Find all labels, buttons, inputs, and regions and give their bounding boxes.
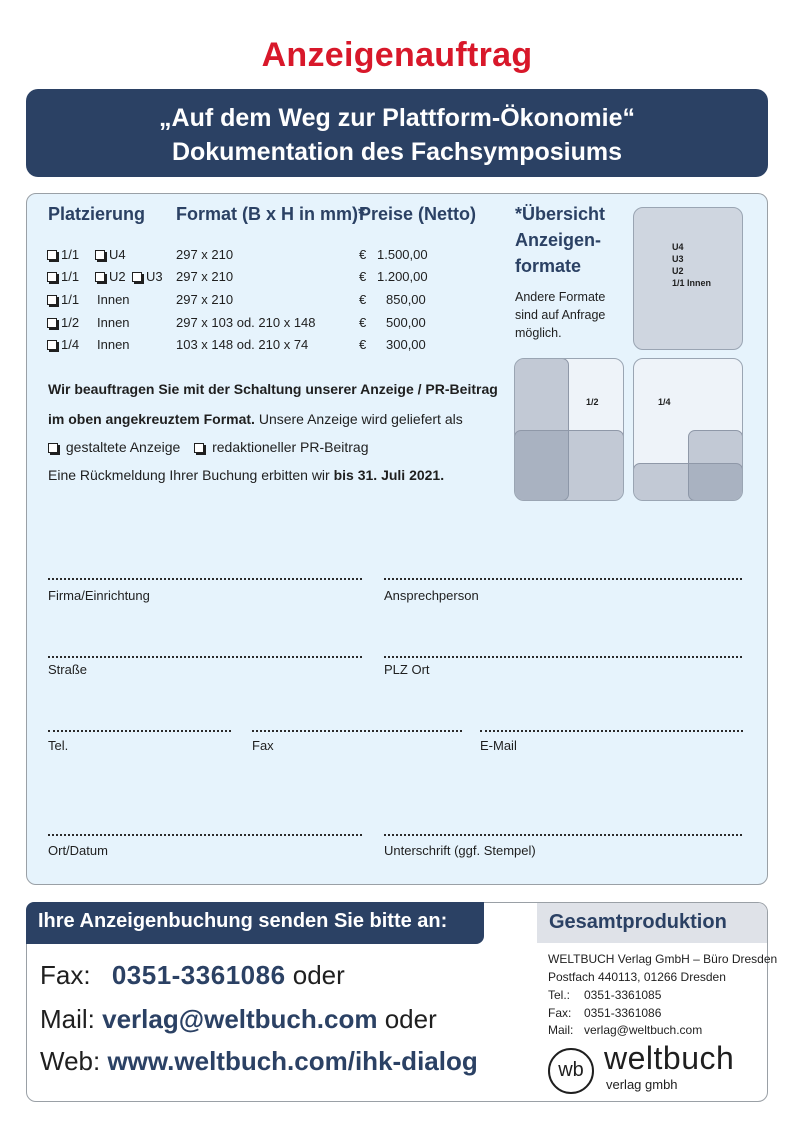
page-title: Anzeigenauftrag <box>261 36 533 74</box>
email-field[interactable] <box>480 730 743 732</box>
overview-heading-line: formate <box>515 256 582 276</box>
deadline-text: Eine Rückmeldung Ihrer Buchung erbitten wir <box>48 467 334 483</box>
row-currency: € <box>359 315 367 330</box>
fax-label: Fax: <box>548 1006 572 1020</box>
place-date-label: Ort/Datum <box>48 843 108 858</box>
row-currency: € <box>359 247 367 262</box>
order-text-line-1 <box>48 381 498 397</box>
quarter-horizontal-area <box>633 463 743 501</box>
overview-note <box>515 288 605 342</box>
row-format: 297 x 210 <box>176 292 234 307</box>
order-deadline <box>48 467 444 483</box>
checkbox-u2[interactable] <box>95 272 105 282</box>
mail-address: verlag@weltbuch.com <box>584 1023 703 1037</box>
checkbox-1-4-innen[interactable] <box>47 340 57 350</box>
or-text: oder <box>384 1004 437 1034</box>
send-heading: Ihre Anzeigenbuchung senden Sie bitte an: <box>26 902 484 944</box>
row-size: 1/2 <box>61 315 80 330</box>
row-position: U3 <box>146 269 163 284</box>
header-price: Preise (Netto) <box>359 204 477 224</box>
overview-heading-line: Anzeigen- <box>515 230 602 250</box>
row-format: 297 x 210 <box>176 247 234 262</box>
table-row <box>47 269 447 289</box>
row-currency: € <box>359 337 367 352</box>
delivery-options <box>48 439 369 455</box>
row-size: 1/1 <box>61 269 80 284</box>
logo-name: weltbuch <box>604 1040 735 1076</box>
company-label: Firma/Einrichtung <box>48 588 150 603</box>
fax-label: Fax: <box>40 960 91 990</box>
fax-label: Fax <box>252 738 274 753</box>
row-position: Innen <box>97 315 130 330</box>
event-banner <box>26 89 768 177</box>
banner-line-1: „Auf dem Weg zur Plattform-Ökonomie“ <box>159 104 635 132</box>
fax-number[interactable]: 0351-3361086 <box>111 960 286 990</box>
row-price: 1.200,00 <box>377 269 428 284</box>
order-text-bold: im oben angekreuztem Format. <box>48 411 255 427</box>
checkbox-u3[interactable] <box>132 272 142 282</box>
checkbox-pr-article[interactable] <box>194 443 204 453</box>
option-pr-article: redaktioneller PR-Beitrag <box>212 439 369 455</box>
row-position: Innen <box>97 337 130 352</box>
signature-field[interactable] <box>384 834 742 836</box>
row-currency: € <box>359 269 367 284</box>
web-link[interactable]: www.weltbuch.com/ihk-dialog <box>107 1046 478 1076</box>
place-date-field[interactable] <box>48 834 362 836</box>
row-position: Innen <box>97 292 130 307</box>
company-field[interactable] <box>48 578 362 580</box>
checkbox-u4[interactable] <box>95 250 105 260</box>
checkbox-1-1-u4[interactable] <box>47 250 57 260</box>
checkbox-1-1-innen[interactable] <box>47 295 57 305</box>
row-price: 1.500,00 <box>377 247 428 262</box>
mail-label: Mail: <box>40 1004 95 1034</box>
table-row <box>47 337 447 357</box>
contact-person-field[interactable] <box>384 578 742 580</box>
order-text-rest: Unsere Anzeige wird geliefert als <box>254 411 463 427</box>
table-row <box>47 292 447 312</box>
overview-heading-line: *Übersicht <box>515 204 606 224</box>
checkbox-1-1-u2-u3[interactable] <box>47 272 57 282</box>
or-text: oder <box>292 960 345 990</box>
format-label: U3 <box>672 254 684 264</box>
overview-heading <box>515 201 605 279</box>
half-horizontal-area <box>514 430 624 501</box>
format-label: U4 <box>672 242 684 252</box>
format-label: 1/4 <box>658 397 671 407</box>
signature-label: Unterschrift (ggf. Stempel) <box>384 843 536 858</box>
format-quarter-page <box>633 358 743 501</box>
row-format: 297 x 103 od. 210 x 148 <box>176 315 316 330</box>
format-half-page <box>514 358 624 501</box>
header-placement: Platzierung <box>48 204 146 224</box>
zip-city-label: PLZ Ort <box>384 662 430 677</box>
send-web <box>40 1046 478 1077</box>
overview-note-line: sind auf Anfrage <box>515 308 606 322</box>
checkbox-designed-ad[interactable] <box>48 443 58 453</box>
production-heading: Gesamtproduktion <box>537 903 767 943</box>
production-company: WELTBUCH Verlag GmbH – Büro Dresden <box>548 952 778 966</box>
table-row <box>47 315 447 335</box>
zip-city-field[interactable] <box>384 656 742 658</box>
format-label: 1/1 Innen <box>672 278 712 288</box>
format-label: U2 <box>672 266 684 276</box>
row-size: 1/1 <box>61 247 80 262</box>
send-fax <box>40 960 345 991</box>
production-fax <box>548 1005 661 1023</box>
row-currency: € <box>359 292 367 307</box>
format-label: 1/2 <box>586 397 599 407</box>
send-mail <box>40 1004 437 1035</box>
row-position: U4 <box>109 247 126 262</box>
row-position: U2 <box>109 269 126 284</box>
deadline-date: bis 31. Juli 2021. <box>333 467 445 483</box>
logo-mark-icon: wb <box>548 1048 594 1094</box>
option-designed-ad: gestaltete Anzeige <box>65 439 181 455</box>
row-price: 850,00 <box>386 292 426 307</box>
tel-label: Tel.: <box>548 988 571 1002</box>
production-mail <box>548 1022 702 1040</box>
street-label: Straße <box>48 662 88 677</box>
table-row <box>47 247 447 267</box>
contact-person-label: Ansprechperson <box>384 588 479 603</box>
production-tel <box>548 987 661 1005</box>
order-text-bold: Wir beauftragen Sie mit der Schaltung unserer Anzeige / PR-Beitrag <box>48 381 498 397</box>
fax-number: 0351-3361086 <box>584 1006 662 1020</box>
row-format: 297 x 210 <box>176 269 234 284</box>
row-size: 1/4 <box>61 337 80 352</box>
production-address: Postfach 440113, 01266 Dresden <box>548 970 726 984</box>
tel-number: 0351-3361085 <box>584 988 662 1002</box>
phone-field[interactable] <box>48 730 231 732</box>
checkbox-1-2-innen[interactable] <box>47 318 57 328</box>
phone-label: Tel. <box>48 738 69 753</box>
row-price: 300,00 <box>386 337 426 352</box>
overview-note-line: möglich. <box>515 326 562 340</box>
mail-label: Mail: <box>548 1023 574 1037</box>
logo-sub: verlag gmbh <box>606 1077 678 1092</box>
format-full-page <box>633 207 743 350</box>
order-text-line-2 <box>48 411 463 427</box>
mail-link[interactable]: verlag@weltbuch.com <box>102 1004 378 1034</box>
street-field[interactable] <box>48 656 362 658</box>
fax-field[interactable] <box>252 730 462 732</box>
banner-line-2: Dokumentation des Fachsymposiums <box>171 138 623 166</box>
overview-note-line: Andere Formate <box>515 290 606 304</box>
row-size: 1/1 <box>61 292 80 307</box>
row-format: 103 x 148 od. 210 x 74 <box>176 337 309 352</box>
row-price: 500,00 <box>386 315 426 330</box>
web-label: Web: <box>40 1046 101 1076</box>
email-label: E-Mail <box>480 738 517 753</box>
header-format: Format (B x H in mm)* <box>176 204 366 224</box>
